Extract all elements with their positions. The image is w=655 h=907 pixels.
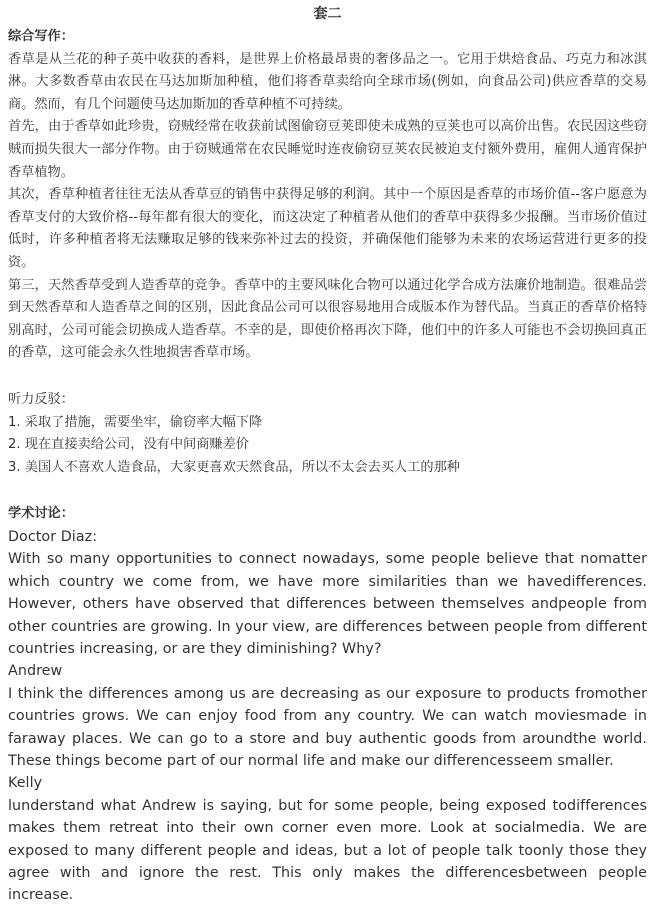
- spacer: [8, 365, 647, 389]
- listening-heading: 听力反驳：: [8, 391, 74, 407]
- student-text-andrew: I think the differences among us are decreasing as our exposure to products fromother countries grows. We can enjoy food from any country. We can watch moviesmade in faraway places. We can go to a store and buy authentic goods from aroundthe world. These things become part of our normal life and make our differencesseem smaller.: [8, 685, 647, 769]
- listening-item-3: 3. 美国人不喜欢人造食品，大家更喜欢天然食品，所以不太会去买人工的那种: [8, 459, 460, 475]
- writing-paragraph-3: 其次，香草种植者往往无法从香草豆的销售中获得足够的利润。其中一个原因是香草的市场价值--客户愿意为香草支付的大致价格--每年都有很大的变化，而这决定了种植者从他们的香草中获得多少报酬。当市场价值过低时，许多种植者将无法赚取足够的钱来弥补过去的投资，并确保他们能够为未来的农场运营进行更多的投资。: [8, 187, 647, 270]
- page-title: 套二: [313, 6, 342, 22]
- student-name-kelly: Kelly: [8, 775, 43, 792]
- writing-paragraph-2: 首先，由于香草如此珍贵，窃贼经常在收获前试图偷窃豆荚即使未成熟的豆荚也可以高价出售。农民因这些窃贼而损失很大一部分作物。由于窃贼通常在农民睡觉时连夜偷窃豆荚农民被迫支付额外费用，雇佣人通宵保护香草植物。: [8, 119, 647, 180]
- listening-item-1: 1. 采取了措施，需要坐牢，偷窃率大幅下降: [8, 414, 263, 430]
- listening-item-2: 2. 现在直接卖给公司，没有中间商赚差价: [8, 437, 249, 453]
- professor-text: With so many opportunities to connect nowadays, some people believe that nomatter which country we come from, we have more similarities than we havedifferences. However, others have observed that differences between themselves andpeople from other countries are growing. In your view, are differences between people from different countries increasing, or are they diminishing? Why?: [8, 551, 647, 657]
- spacer: [8, 479, 647, 503]
- student-text-kelly: lunderstand what Andrew is saying, but for some people, being exposed todifferences makes them retreat into their own corner even more. Look at socialmedia. We are exposed to many different people and ideas, but a lot of people talk toonly those they agree with and ignore the rest. This only makes the differencesbetween people increase.: [8, 797, 647, 904]
- discussion-heading: 学术讨论：: [8, 506, 74, 522]
- professor-name: Doctor Diaz:: [8, 528, 98, 545]
- student-name-andrew: Andrew: [8, 663, 63, 680]
- writing-heading: 综合写作：: [8, 29, 74, 44]
- writing-paragraph-4: 第三，天然香草受到人造香草的竞争。香草中的主要风味化合物可以通过化学合成方法廉价地制造。很难品尝到天然香草和人造香草之间的区别，因此食品公司可以很容易地用合成版本作为替代品。当真正的香草价格特别高时，公司可能会切换成人造香草。不幸的是，即使价格再次下降，他们中的许多人可能也不会切换回真正的香草，这可能会永久性地损害香草市场。: [8, 277, 647, 361]
- writing-paragraph-1: 香草是从兰花的种子英中收获的香料，是世界上价格最昂贵的奢侈品之一。它用于烘焙食品、巧克力和冰淇淋。大多数香草由农民在马达加斯加种植，他们将香草卖给向全球市场(例如，向食品公司)供应香草的交易商。然而，有几个问题使马达加斯加的香草种植不可持续。: [8, 51, 647, 112]
